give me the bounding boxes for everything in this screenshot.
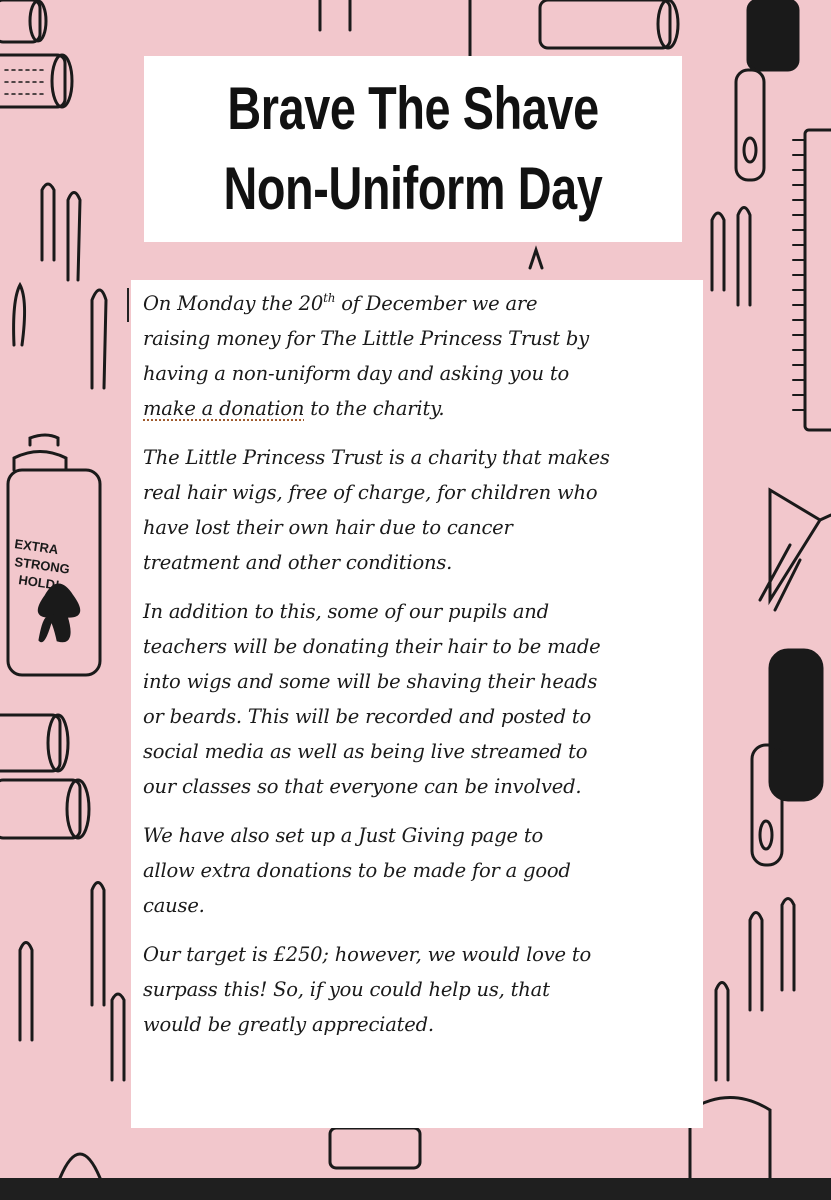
bobby-pin-icon — [320, 0, 350, 30]
spray-label-line2: STRONG — [13, 554, 71, 577]
paragraph-donating-hair — [143, 594, 695, 804]
hair-bow-icon — [760, 490, 831, 610]
paragraph-line: raising money for The Little Princess Trust by — [143, 327, 589, 350]
paragraph-line: We have also set up a Just Giving page to — [143, 824, 544, 847]
poster-title-line2: Non-Uniform Day — [223, 155, 603, 222]
paragraph-line: surpass this! So, if you could help us, that — [143, 978, 550, 1001]
bobby-pin-icon — [42, 184, 54, 260]
spray-label-line1: EXTRA — [13, 536, 60, 558]
bobby-pin-icon — [782, 899, 794, 991]
paragraph-line: treatment and other conditions. — [143, 551, 453, 574]
spray-label-line3: HOLD! — [17, 572, 61, 593]
bobby-pin-icon — [60, 1154, 100, 1178]
paragraph-line: Our target is £250; however, we would love to — [143, 943, 592, 966]
paragraph-line: The Little Princess Trust is a charity that makes — [143, 446, 610, 469]
hair-roller-icon — [0, 715, 68, 771]
bottom-bar — [0, 1178, 831, 1200]
bobby-pin-icon — [92, 290, 106, 388]
title-panel — [144, 56, 682, 242]
hair-roller-icon — [330, 1128, 420, 1168]
text-cursor-mark — [127, 288, 129, 322]
paragraph-line: having a non-uniform day and asking you to — [143, 362, 570, 385]
paragraph-line: teachers will be donating their hair to be made — [143, 635, 601, 658]
paragraph-line: On Monday the 20th of December we are — [143, 291, 538, 315]
paragraph-line: would be greatly appreciated. — [143, 1013, 434, 1036]
bobby-pin-icon — [716, 983, 728, 1081]
bobby-pin-icon — [738, 208, 750, 306]
poster-title-line1: Brave The Shave — [227, 75, 599, 142]
bobby-pin-icon — [14, 285, 25, 345]
hair-roller-icon — [0, 55, 72, 107]
paragraph-charity — [143, 440, 695, 580]
paragraph-line: have lost their own hair due to cancer — [143, 516, 513, 539]
bobby-pin-icon — [68, 193, 80, 281]
donation-phrase: make a donation — [143, 397, 305, 420]
paragraph-target — [143, 937, 695, 1042]
hair-roller-icon — [0, 0, 46, 42]
hair-roller-icon — [540, 0, 678, 48]
hair-brush-icon — [752, 650, 822, 865]
paragraph-line: into wigs and some will be shaving their heads — [143, 670, 598, 693]
bobby-pin-icon — [112, 994, 124, 1080]
bobby-pin-icon — [20, 943, 32, 1041]
paragraph-line: cause. — [143, 894, 205, 917]
paragraph-line: or beards. This will be recorded and posted to — [143, 705, 592, 728]
comb-icon — [793, 130, 831, 430]
paragraph-just-giving — [143, 818, 695, 923]
paragraph-line: social media as well as being live streamed to — [143, 740, 588, 763]
paragraph-line: our classes so that everyone can be involved. — [143, 775, 582, 798]
bobby-pin-icon — [530, 250, 542, 268]
hair-brush-icon — [736, 0, 798, 180]
hair-roller-icon — [0, 780, 89, 838]
bobby-pin-icon — [750, 913, 762, 1011]
paragraph-line: allow extra donations to be made for a good — [143, 859, 571, 882]
bobby-pin-icon — [92, 883, 104, 1006]
paragraph-line: In addition to this, some of our pupils and — [143, 600, 549, 623]
paragraph-line: make a donation to the charity. — [143, 397, 445, 420]
paragraph-event — [143, 286, 695, 426]
body-panel — [131, 280, 703, 1128]
bobby-pin-icon — [712, 213, 724, 290]
paragraph-line: real hair wigs, free of charge, for children who — [143, 481, 598, 504]
